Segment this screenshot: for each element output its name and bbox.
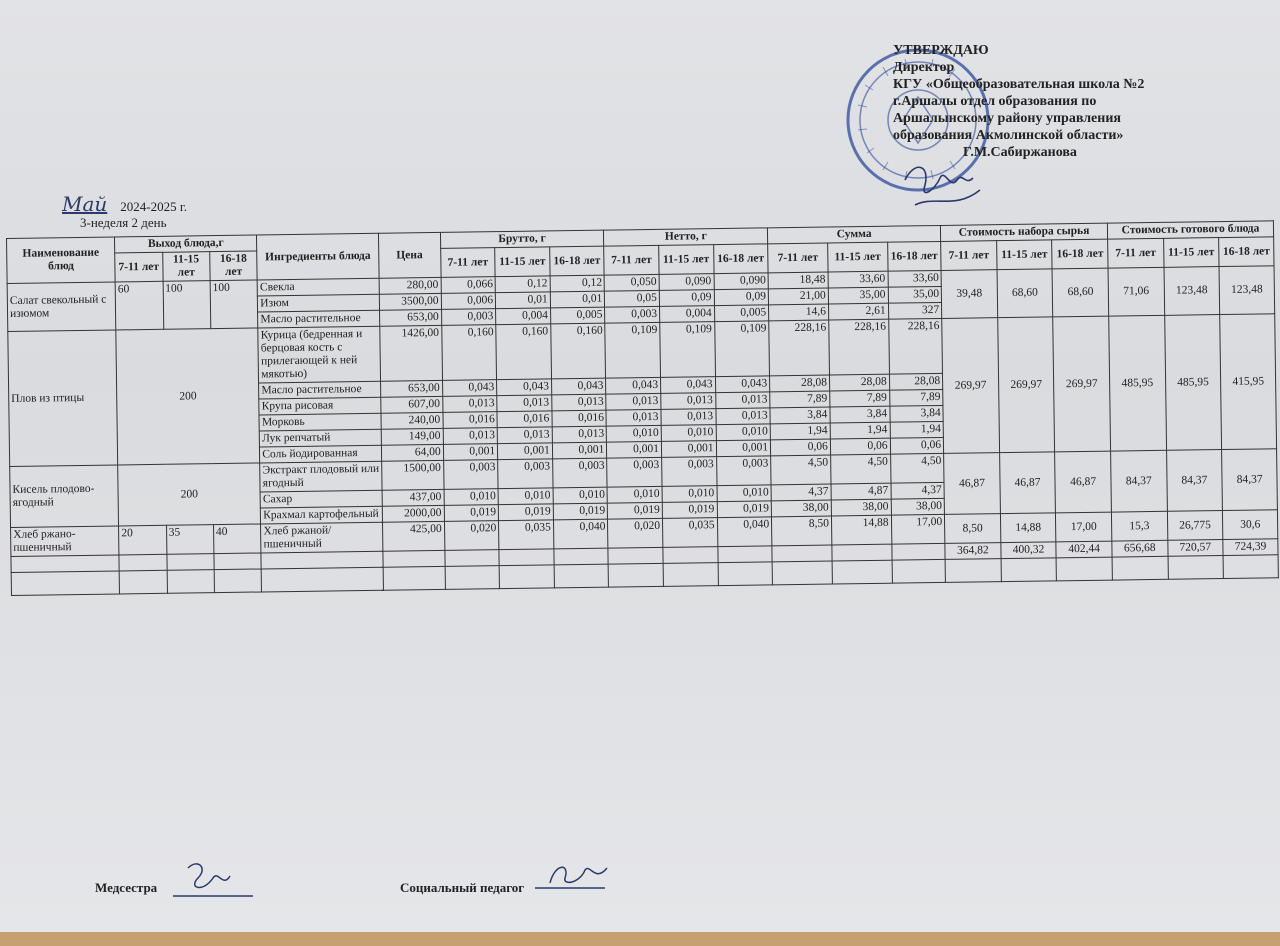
col-header-raw-cost: Стоимость набора сырья bbox=[941, 223, 1108, 241]
age-header: 11-15 лет bbox=[1163, 238, 1219, 268]
age-header: 16-18 лет bbox=[713, 244, 768, 274]
col-header-ready-cost: Стоимость готового блюда bbox=[1107, 221, 1273, 239]
empty-cell bbox=[772, 545, 832, 562]
date-header bbox=[62, 192, 187, 231]
approval-org-line-2: г.Аршалы отдел образования по bbox=[893, 94, 1097, 109]
col-header-ingredients: Ингредиенты блюда bbox=[257, 233, 379, 280]
empty-cell bbox=[166, 554, 214, 571]
week-day: 3-неделя 2 день bbox=[80, 215, 167, 230]
ready-cost-cell: 84,37 bbox=[1222, 449, 1278, 511]
total-ready-cost: 724,39 bbox=[1223, 539, 1278, 556]
empty-cell bbox=[119, 570, 167, 594]
value-cell: 2,61 bbox=[828, 303, 888, 320]
col-header-price: Цена bbox=[378, 232, 440, 278]
ingredient-price: 1500,00 bbox=[381, 460, 443, 490]
value-cell: 14,88 bbox=[831, 515, 891, 545]
value-cell: 0,010 bbox=[716, 424, 771, 441]
value-cell: 0,109 bbox=[660, 322, 715, 378]
value-cell: 0,013 bbox=[497, 427, 552, 444]
value-cell: 0,003 bbox=[662, 457, 717, 487]
empty-cell bbox=[554, 564, 609, 588]
value-cell: 38,00 bbox=[771, 500, 831, 517]
approval-title: УТВЕРЖДАЮ bbox=[893, 43, 989, 58]
total-ready-cost: 656,68 bbox=[1112, 540, 1168, 557]
dish-output: 40 bbox=[213, 524, 261, 554]
ingredient-price: 3500,00 bbox=[379, 293, 441, 310]
col-header-sum: Сумма bbox=[768, 225, 941, 243]
value-cell: 0,160 bbox=[551, 323, 606, 379]
value-cell: 0,013 bbox=[661, 409, 716, 426]
value-cell: 0,09 bbox=[714, 289, 769, 306]
empty-cell bbox=[11, 571, 119, 596]
ingredient-name: Лук репчатый bbox=[260, 429, 382, 447]
value-cell: 0,050 bbox=[604, 274, 659, 291]
raw-cost-cell: 46,87 bbox=[1055, 451, 1111, 513]
value-cell: 0,040 bbox=[717, 517, 772, 547]
value-cell: 0,043 bbox=[442, 380, 497, 397]
dish-output: 60 bbox=[115, 281, 163, 330]
value-cell: 4,50 bbox=[830, 454, 890, 484]
raw-cost-cell: 8,50 bbox=[945, 514, 1001, 544]
ingredient-price: 240,00 bbox=[381, 412, 443, 429]
value-cell: 0,035 bbox=[662, 518, 717, 548]
value-cell: 4,50 bbox=[771, 455, 831, 485]
ingredient-name: Морковь bbox=[259, 413, 381, 431]
value-cell: 0,06 bbox=[830, 438, 890, 455]
ready-cost-cell: 485,95 bbox=[1109, 315, 1166, 451]
menu-table bbox=[6, 220, 1279, 596]
ingredient-name: Крахмал картофельный bbox=[261, 506, 383, 524]
ready-cost-cell: 71,06 bbox=[1108, 267, 1164, 316]
empty-cell bbox=[1168, 556, 1224, 580]
ingredient-price: 64,00 bbox=[381, 444, 443, 461]
value-cell: 0,043 bbox=[660, 377, 715, 394]
age-header: 16-18 лет bbox=[549, 246, 604, 276]
ready-cost-cell: 26,775 bbox=[1167, 511, 1223, 541]
value-cell: 18,48 bbox=[768, 272, 828, 289]
value-cell: 0,016 bbox=[552, 410, 607, 427]
col-header-netto: Нетто, г bbox=[604, 228, 768, 246]
raw-cost-cell: 269,97 bbox=[1053, 316, 1110, 452]
dish-name: Хлеб ржано-пшеничный bbox=[11, 526, 120, 557]
ready-cost-cell: 485,95 bbox=[1164, 315, 1221, 451]
age-header: 16-18 лет bbox=[1219, 237, 1274, 267]
value-cell: 0,010 bbox=[662, 486, 717, 503]
value-cell: 0,020 bbox=[444, 521, 499, 551]
ready-cost-cell: 15,3 bbox=[1111, 511, 1167, 541]
value-cell: 0,013 bbox=[606, 393, 661, 410]
dish-name: Салат свекольный с изюмом bbox=[7, 282, 116, 332]
value-cell: 3,84 bbox=[830, 406, 890, 423]
empty-cell bbox=[663, 547, 718, 564]
empty-cell bbox=[445, 566, 500, 590]
value-cell: 17,00 bbox=[891, 514, 945, 544]
ingredient-name: Экстракт плодовый или ягодный bbox=[260, 461, 382, 492]
value-cell: 0,013 bbox=[661, 393, 716, 410]
empty-cell bbox=[717, 546, 772, 563]
raw-cost-cell: 46,87 bbox=[944, 453, 1000, 515]
value-cell: 33,60 bbox=[828, 271, 888, 288]
total-ready-cost: 720,57 bbox=[1167, 540, 1223, 557]
value-cell: 0,01 bbox=[550, 291, 605, 308]
nurse-signature-icon bbox=[168, 858, 258, 898]
col-header-brutto: Брутто, г bbox=[440, 230, 604, 248]
value-cell: 0,06 bbox=[771, 439, 831, 456]
value-cell: 4,87 bbox=[831, 483, 891, 500]
approval-org-line-1: КГУ «Общеобразовательная школа №2 bbox=[893, 77, 1145, 92]
age-header: 7-11 лет bbox=[115, 252, 163, 282]
value-cell: 0,010 bbox=[607, 486, 662, 503]
ingredient-name: Сахар bbox=[260, 490, 382, 508]
ingredient-name: Соль йодированная bbox=[260, 445, 382, 463]
dish-name: Кисель плодово-ягодный bbox=[10, 465, 119, 528]
dish-output: 35 bbox=[166, 525, 214, 555]
age-header: 16-18 лет bbox=[1052, 239, 1108, 269]
dish-name: Плов из птицы bbox=[8, 330, 118, 466]
value-cell: 0,090 bbox=[659, 274, 714, 291]
value-cell: 0,160 bbox=[496, 324, 551, 380]
approval-org-line-3: Аршалынскому району управления bbox=[893, 111, 1121, 126]
raw-cost-cell: 68,60 bbox=[997, 269, 1053, 318]
value-cell: 0,160 bbox=[441, 325, 496, 381]
col-header-name: Наименование блюд bbox=[7, 237, 116, 284]
empty-cell bbox=[892, 559, 946, 583]
col-header-output: Выход блюда,г bbox=[115, 235, 257, 253]
value-cell: 0,020 bbox=[608, 518, 663, 548]
value-cell: 0,043 bbox=[551, 378, 606, 395]
raw-cost-cell: 17,00 bbox=[1056, 512, 1112, 542]
value-cell: 0,010 bbox=[661, 425, 716, 442]
empty-cell bbox=[772, 561, 832, 585]
value-cell: 35,00 bbox=[888, 286, 942, 303]
value-cell: 0,010 bbox=[444, 489, 499, 506]
empty-cell bbox=[554, 548, 609, 565]
value-cell: 4,37 bbox=[891, 482, 945, 499]
ingredient-name: Хлеб ржаной/пшеничный bbox=[261, 522, 383, 553]
value-cell: 0,005 bbox=[714, 305, 769, 322]
ingredient-name: Курица (бедренная и берцовая кость с прилегающей к ней мякотью) bbox=[258, 326, 380, 383]
value-cell: 0,001 bbox=[607, 441, 662, 458]
ready-cost-cell: 84,37 bbox=[1166, 450, 1222, 512]
value-cell: 228,16 bbox=[829, 319, 889, 375]
age-header: 7-11 лет bbox=[1108, 238, 1164, 268]
value-cell: 7,89 bbox=[889, 389, 943, 406]
empty-cell bbox=[1001, 558, 1057, 582]
value-cell: 1,94 bbox=[890, 421, 944, 438]
ingredient-price: 607,00 bbox=[381, 396, 443, 413]
age-header: 7-11 лет bbox=[604, 245, 659, 275]
value-cell: 3,84 bbox=[890, 405, 944, 422]
value-cell: 1,94 bbox=[770, 423, 830, 440]
value-cell: 35,00 bbox=[828, 287, 888, 304]
raw-cost-cell: 68,60 bbox=[1052, 268, 1108, 317]
value-cell: 0,006 bbox=[441, 293, 496, 310]
total-raw-cost: 364,82 bbox=[945, 543, 1001, 560]
ingredient-name: Свекла bbox=[257, 278, 379, 296]
empty-cell bbox=[445, 550, 500, 567]
age-header: 11-15 лет bbox=[659, 245, 714, 275]
ingredient-price: 280,00 bbox=[379, 277, 441, 294]
value-cell: 8,50 bbox=[772, 516, 832, 546]
value-cell: 0,003 bbox=[443, 460, 498, 490]
approval-block bbox=[893, 42, 1243, 161]
value-cell: 14,6 bbox=[769, 304, 829, 321]
empty-cell bbox=[383, 550, 445, 567]
value-cell: 0,010 bbox=[607, 425, 662, 442]
empty-cell bbox=[608, 547, 663, 564]
empty-cell bbox=[832, 560, 892, 584]
dish-output: 20 bbox=[119, 525, 167, 555]
ready-cost-cell: 123,48 bbox=[1219, 266, 1274, 315]
empty-cell bbox=[1112, 556, 1168, 580]
value-cell: 0,019 bbox=[553, 503, 608, 520]
value-cell: 0,109 bbox=[714, 321, 769, 377]
value-cell: 33,60 bbox=[888, 270, 942, 287]
empty-cell bbox=[214, 553, 262, 570]
ingredient-price: 653,00 bbox=[380, 380, 442, 397]
age-header: 16-18 лет bbox=[887, 241, 941, 271]
value-cell: 0,003 bbox=[498, 459, 553, 489]
value-cell: 0,013 bbox=[552, 426, 607, 443]
ready-cost-cell: 415,95 bbox=[1220, 314, 1277, 450]
empty-cell bbox=[261, 551, 383, 569]
value-cell: 4,50 bbox=[890, 453, 944, 483]
month-handwritten: Май bbox=[62, 192, 108, 216]
value-cell: 0,013 bbox=[715, 392, 770, 409]
age-header: 7-11 лет bbox=[768, 243, 828, 273]
raw-cost-cell: 46,87 bbox=[999, 452, 1055, 514]
total-raw-cost: 402,44 bbox=[1056, 541, 1112, 558]
value-cell: 28,08 bbox=[770, 375, 830, 392]
value-cell: 0,06 bbox=[890, 437, 944, 454]
pedagog-signature-icon bbox=[535, 858, 625, 898]
age-header: 11-15 лет bbox=[162, 252, 210, 282]
value-cell: 0,004 bbox=[659, 306, 714, 323]
dish-output: 100 bbox=[210, 280, 258, 329]
empty-cell bbox=[945, 559, 1001, 583]
empty-cell bbox=[718, 562, 773, 586]
value-cell: 0,001 bbox=[661, 441, 716, 458]
value-cell: 0,090 bbox=[714, 273, 769, 290]
age-header: 16-18 лет bbox=[210, 251, 258, 281]
ingredient-name: Крупа рисовая bbox=[259, 397, 381, 415]
value-cell: 0,043 bbox=[715, 376, 770, 393]
value-cell: 0,003 bbox=[607, 457, 662, 487]
value-cell: 0,019 bbox=[498, 504, 553, 521]
empty-cell bbox=[608, 563, 663, 587]
empty-cell bbox=[499, 565, 554, 589]
dish-output: 200 bbox=[118, 463, 261, 526]
value-cell: 0,043 bbox=[606, 377, 661, 394]
ingredient-price: 149,00 bbox=[381, 428, 443, 445]
value-cell: 327 bbox=[888, 302, 942, 319]
value-cell: 0,001 bbox=[498, 443, 553, 460]
value-cell: 28,08 bbox=[829, 374, 889, 391]
director-name: Г.М.Сабиржанова bbox=[963, 145, 1077, 160]
age-header: 7-11 лет bbox=[440, 248, 495, 278]
value-cell: 0,001 bbox=[443, 444, 498, 461]
value-cell: 0,004 bbox=[496, 308, 551, 325]
value-cell: 0,05 bbox=[605, 290, 660, 307]
value-cell: 7,89 bbox=[770, 391, 830, 408]
value-cell: 0,12 bbox=[495, 276, 550, 293]
empty-cell bbox=[499, 549, 554, 566]
value-cell: 0,09 bbox=[659, 290, 714, 307]
empty-cell bbox=[832, 544, 892, 561]
age-header: 11-15 лет bbox=[996, 240, 1052, 270]
school-year: 2024-2025 г. bbox=[120, 199, 187, 214]
value-cell: 0,001 bbox=[716, 440, 771, 457]
dish-output: 200 bbox=[116, 328, 260, 465]
value-cell: 38,00 bbox=[831, 499, 891, 516]
ready-cost-cell: 84,37 bbox=[1111, 450, 1167, 512]
total-raw-cost: 400,32 bbox=[1001, 542, 1057, 559]
ready-cost-cell: 30,6 bbox=[1223, 510, 1278, 540]
value-cell: 0,003 bbox=[716, 456, 771, 486]
value-cell: 0,010 bbox=[498, 488, 553, 505]
ingredient-price: 653,00 bbox=[379, 309, 441, 326]
empty-cell bbox=[167, 570, 215, 594]
value-cell: 7,89 bbox=[830, 390, 890, 407]
empty-cell bbox=[11, 555, 119, 573]
value-cell: 38,00 bbox=[891, 498, 945, 515]
value-cell: 0,12 bbox=[550, 275, 605, 292]
value-cell: 28,08 bbox=[889, 373, 943, 390]
empty-cell bbox=[891, 543, 945, 560]
value-cell: 3,84 bbox=[770, 407, 830, 424]
value-cell: 0,109 bbox=[605, 322, 660, 378]
value-cell: 0,003 bbox=[605, 306, 660, 323]
value-cell: 228,16 bbox=[888, 318, 942, 374]
empty-cell bbox=[261, 567, 383, 592]
value-cell: 0,013 bbox=[552, 394, 607, 411]
value-cell: 0,013 bbox=[606, 409, 661, 426]
ready-cost-cell: 123,48 bbox=[1164, 267, 1220, 316]
ingredient-name: Изюм bbox=[258, 294, 380, 312]
value-cell: 0,013 bbox=[443, 428, 498, 445]
raw-cost-cell: 14,88 bbox=[1000, 513, 1056, 543]
empty-cell bbox=[383, 566, 445, 590]
approval-org-line-4: образования Акмолинской области» bbox=[893, 128, 1124, 143]
raw-cost-cell: 269,97 bbox=[997, 317, 1054, 453]
value-cell: 0,005 bbox=[550, 307, 605, 324]
value-cell: 0,016 bbox=[497, 411, 552, 428]
value-cell: 1,94 bbox=[830, 422, 890, 439]
value-cell: 0,010 bbox=[717, 485, 772, 502]
empty-cell bbox=[663, 563, 718, 587]
dish-output: 100 bbox=[163, 281, 211, 330]
value-cell: 0,013 bbox=[715, 408, 770, 425]
ingredient-price: 437,00 bbox=[382, 489, 444, 506]
value-cell: 0,003 bbox=[552, 458, 607, 488]
value-cell: 0,019 bbox=[662, 502, 717, 519]
age-header: 7-11 лет bbox=[941, 241, 997, 271]
value-cell: 4,37 bbox=[771, 484, 831, 501]
value-cell: 0,019 bbox=[717, 501, 772, 518]
approval-position: Директор bbox=[893, 60, 955, 75]
empty-cell bbox=[214, 569, 262, 593]
value-cell: 0,019 bbox=[444, 505, 499, 522]
value-cell: 0,001 bbox=[552, 442, 607, 459]
social-pedagog-label: Социальный педагог bbox=[400, 880, 525, 895]
value-cell: 0,010 bbox=[553, 487, 608, 504]
raw-cost-cell: 269,97 bbox=[942, 318, 999, 454]
value-cell: 0,003 bbox=[441, 309, 496, 326]
ingredient-price: 2000,00 bbox=[382, 505, 444, 522]
ingredient-name: Масло растительное bbox=[259, 381, 381, 399]
value-cell: 0,01 bbox=[496, 292, 551, 309]
empty-cell bbox=[1223, 555, 1278, 579]
director-signature-icon bbox=[895, 150, 990, 220]
value-cell: 228,16 bbox=[769, 320, 829, 376]
empty-cell bbox=[1056, 557, 1112, 581]
value-cell: 0,035 bbox=[499, 520, 554, 550]
ingredient-price: 425,00 bbox=[382, 521, 444, 551]
value-cell: 0,043 bbox=[497, 379, 552, 396]
value-cell: 0,066 bbox=[441, 277, 496, 294]
value-cell: 0,013 bbox=[442, 396, 497, 413]
value-cell: 21,00 bbox=[768, 288, 828, 305]
raw-cost-cell: 39,48 bbox=[941, 270, 997, 319]
value-cell: 0,013 bbox=[497, 395, 552, 412]
ingredient-name: Масло растительное bbox=[258, 310, 380, 328]
empty-cell bbox=[119, 554, 167, 571]
age-header: 11-15 лет bbox=[827, 242, 887, 272]
nurse-label: Медсестра bbox=[95, 880, 158, 895]
value-cell: 0,019 bbox=[608, 502, 663, 519]
age-header: 11-15 лет bbox=[495, 247, 550, 277]
ingredient-price: 1426,00 bbox=[380, 325, 443, 381]
value-cell: 0,016 bbox=[443, 412, 498, 429]
value-cell: 0,040 bbox=[553, 519, 608, 549]
